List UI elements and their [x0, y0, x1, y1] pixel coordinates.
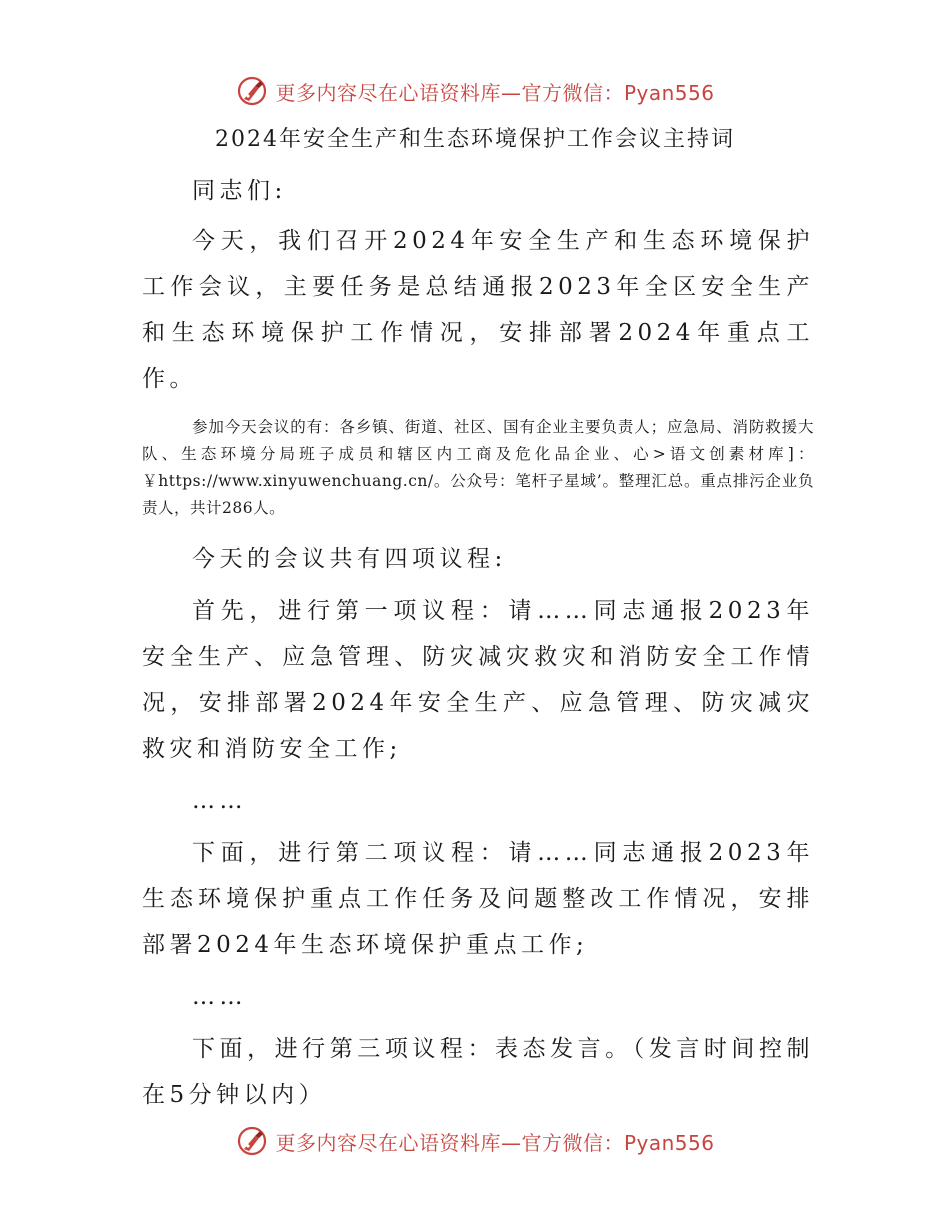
watermark-banner-inner [235, 74, 714, 108]
paragraph-agenda-item-2: 下面，进行第二项议程：请……同志通报2023年生态环境保护重点工作任务及问题整改工作情况，安排部署2024年生态环境保护重点工作; [142, 840, 814, 958]
document-title: 2024年安全生产和生态环境保护工作会议主持词 [215, 127, 735, 152]
paragraph-opening: 今天，我们召开2024年安全生产和生态环境保护工作会议，主要任务是总结通报2023年全区安全生产和生态环境保护工作情况，安排部署2024年重点工作。 [142, 228, 814, 392]
watermark-text: 更多内容尽在心语资料库—官方微信：Pyan556 [275, 1130, 715, 1155]
pen-nib-icon [235, 1124, 269, 1158]
watermark-banner-bottom [0, 1121, 950, 1161]
paragraph-agenda-intro: 今天的会议共有四项议程: [192, 546, 507, 572]
salutation: 同志们: [192, 178, 287, 204]
watermark-text: 更多内容尽在心语资料库—官方微信：Pyan556 [275, 80, 715, 105]
watermark-banner-inner [235, 1124, 714, 1158]
paragraph-agenda-item-1: 首先，进行第一项议程：请……同志通报2023年安全生产、应急管理、防灾减灾救灾和消防安全工作情况，安排部署2024年安全生产、应急管理、防灾减灾救灾和消防安全工作; [142, 598, 814, 762]
pen-nib-icon [235, 74, 269, 108]
watermark-banner-top [0, 71, 950, 111]
paragraph-attendees: 参加今天会议的有：各乡镇、街道、社区、国有企业主要负责人；应急局、消防救援大队、生态环境分局班子成员和辖区内工商及危化品企业、心>语文创素材库]：￥https://www.xinyuwenchuang.cn/。公众号：笔杆子星域’。整理汇总。重点排污企业负责人，共计286人。 [142, 418, 814, 517]
document-body [142, 168, 814, 1118]
paragraph-agenda-item-3: 下面，进行第三项议程：表态发言。（发言时间控制在5分钟以内） [142, 1036, 814, 1108]
paragraph-ellipsis-1: …… [192, 788, 247, 814]
paragraph-ellipsis-2: …… [192, 984, 247, 1010]
